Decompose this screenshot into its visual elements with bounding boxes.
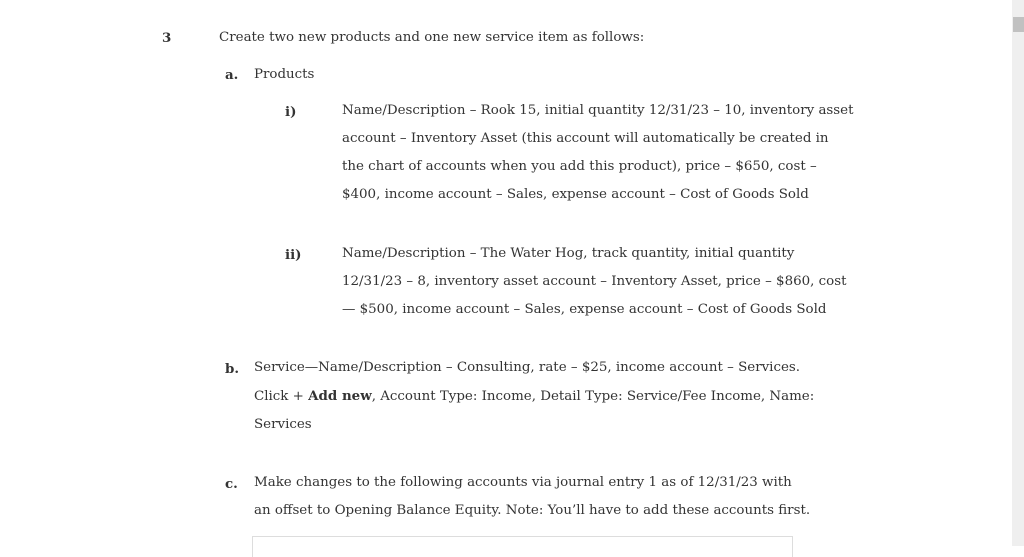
item-i-text <box>342 97 853 209</box>
text-line: — $500, income account – Sales, expense account – Cost of Goods Sold <box>342 302 827 317</box>
section-b-text <box>254 354 814 439</box>
step-text: Create two new products and one new service item as follows: <box>219 30 645 45</box>
item-ii-text <box>342 240 846 324</box>
scrollbar-thumb[interactable] <box>1013 17 1024 32</box>
item-i-label: i) <box>285 104 297 120</box>
text-line: Service—Name/Description – Consulting, rate – $25, income account – Services. <box>254 360 801 375</box>
section-a-label: a. <box>225 67 239 83</box>
text-line: 12/31/23 – 8, inventory asset account – Inventory Asset, price – $860, cost <box>342 274 847 289</box>
text-line: Name/Description – Rook 15, initial quantity 12/31/23 – 10, inventory asset <box>342 103 854 118</box>
text-span: Click + <box>254 389 309 404</box>
section-c-text <box>254 469 810 525</box>
text-line: an offset to Opening Balance Equity. Note: You’ll have to add these accounts first. <box>254 503 811 518</box>
text-line <box>254 382 814 411</box>
text-span: , Account Type: Income, Detail Type: Service/Fee Income, Name: <box>371 389 815 404</box>
section-a-title: Products <box>254 67 315 82</box>
text-line: Name/Description – The Water Hog, track quantity, initial quantity <box>342 246 795 261</box>
add-new-emphasis: Add new <box>308 388 372 404</box>
text-line: the chart of accounts when you add this product), price – $650, cost – <box>342 159 817 174</box>
text-line: Services <box>254 417 312 432</box>
table-box <box>252 536 793 557</box>
text-line: account – Inventory Asset (this account will automatically be created in <box>342 131 829 146</box>
text-line: Make changes to the following accounts via journal entry 1 as of 12/31/23 with <box>254 475 792 490</box>
scrollbar[interactable] <box>1012 0 1024 546</box>
step-number: 3 <box>162 30 172 46</box>
section-c-label: c. <box>225 476 238 492</box>
item-ii-label: ii) <box>285 247 302 263</box>
section-b-label: b. <box>225 361 240 377</box>
text-line: $400, income account – Sales, expense account – Cost of Goods Sold <box>342 187 809 202</box>
